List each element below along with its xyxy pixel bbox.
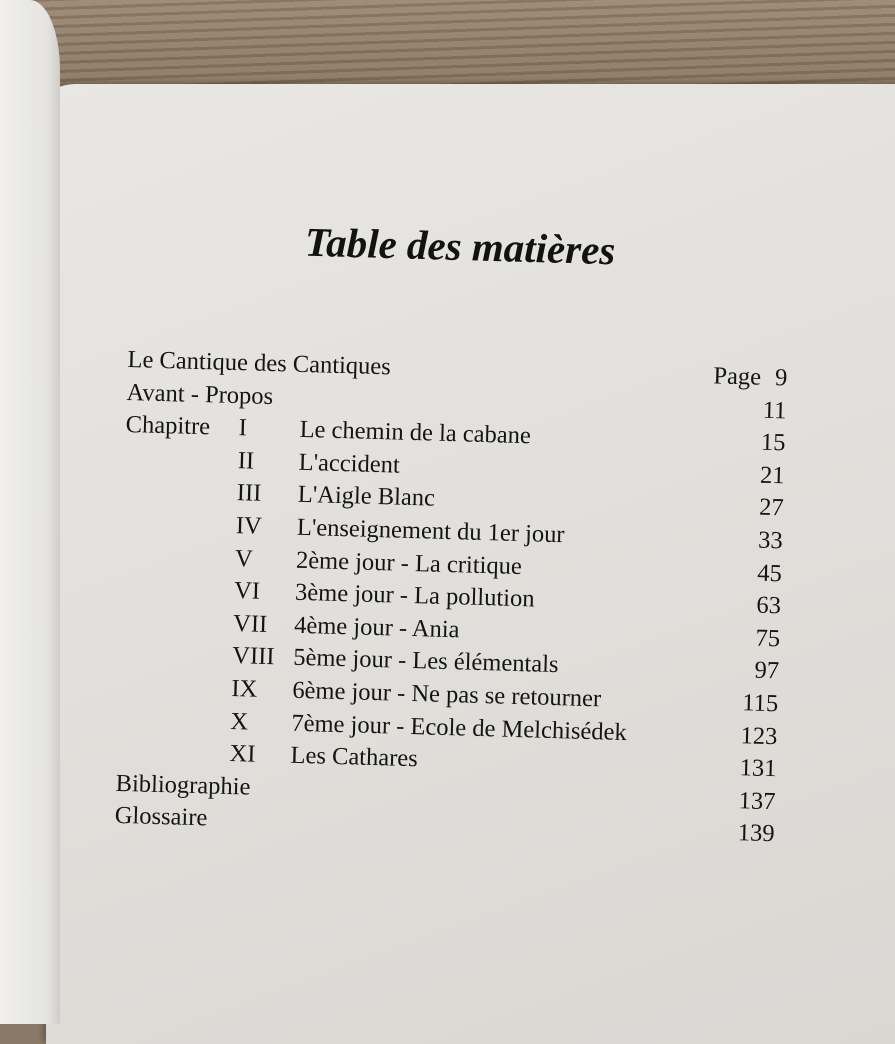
chapter-numeral: V	[234, 544, 254, 573]
toc-page-number: 131	[739, 754, 777, 783]
chapter-title: Les Cathares	[290, 741, 419, 773]
chapter-title: 2ème jour - La critique	[295, 546, 523, 580]
toc-page-number: 139	[737, 819, 775, 848]
chapter-numeral: I	[238, 414, 248, 442]
chapter-title: L'Aigle Blanc	[297, 481, 436, 512]
chapter-title: L'accident	[298, 448, 401, 479]
toc-page-number: 15	[760, 428, 786, 457]
toc-page-number: 21	[759, 461, 785, 490]
chapter-title: 7ème jour - Ecole de Melchisédek	[291, 709, 628, 746]
chapter-title: 6ème jour - Ne pas se retourner	[292, 676, 602, 713]
chapter-numeral: VII	[232, 609, 268, 638]
toc-page-number: Page 9	[713, 362, 788, 392]
chapter-numeral: VI	[233, 577, 261, 605]
toc-page-number: 115	[742, 689, 779, 718]
toc-page-number: 33	[757, 526, 784, 555]
chapter-numeral: II	[237, 446, 255, 475]
toc-page-number: 27	[758, 494, 785, 522]
chapter-numeral: IX	[231, 674, 258, 703]
chapter-title: 5ème jour - Les élémentals	[292, 644, 559, 679]
chapter-title: 4ème jour - Ania	[293, 611, 460, 644]
chapter-numeral: VIII	[231, 642, 275, 671]
toc-page-number: 45	[756, 559, 783, 587]
toc-page-number: 123	[740, 721, 778, 750]
toc-entry-label: Avant - Propos	[126, 378, 274, 410]
chapter-numeral: X	[230, 707, 249, 736]
chapter-title: 3ème jour - La pollution	[294, 578, 535, 613]
page-edge	[0, 0, 60, 1024]
toc-page-number: 97	[754, 656, 780, 685]
toc-page-number: 137	[738, 786, 776, 815]
toc-page-number: 63	[756, 591, 782, 620]
toc-entry-label: Le Cantique des Cantiques	[127, 345, 392, 381]
toc-page-number: 75	[755, 624, 781, 653]
chapter-numeral: III	[236, 479, 262, 508]
page-title: Table des matières	[304, 218, 616, 274]
chapter-numeral: XI	[229, 740, 256, 768]
chapter-numeral: IV	[235, 512, 263, 540]
chapter-word: Chapitre	[125, 411, 211, 441]
toc-entry-label: Glossaire	[114, 802, 208, 832]
page-word: Page	[713, 362, 762, 391]
table-of-contents	[114, 344, 787, 851]
chapter-title: L'enseignement du 1er jour	[296, 513, 565, 549]
toc-page-number: 11	[762, 396, 787, 424]
toc-entry-label: Bibliographie	[115, 769, 251, 801]
chapter-title: Le chemin de la cabane	[299, 416, 532, 450]
